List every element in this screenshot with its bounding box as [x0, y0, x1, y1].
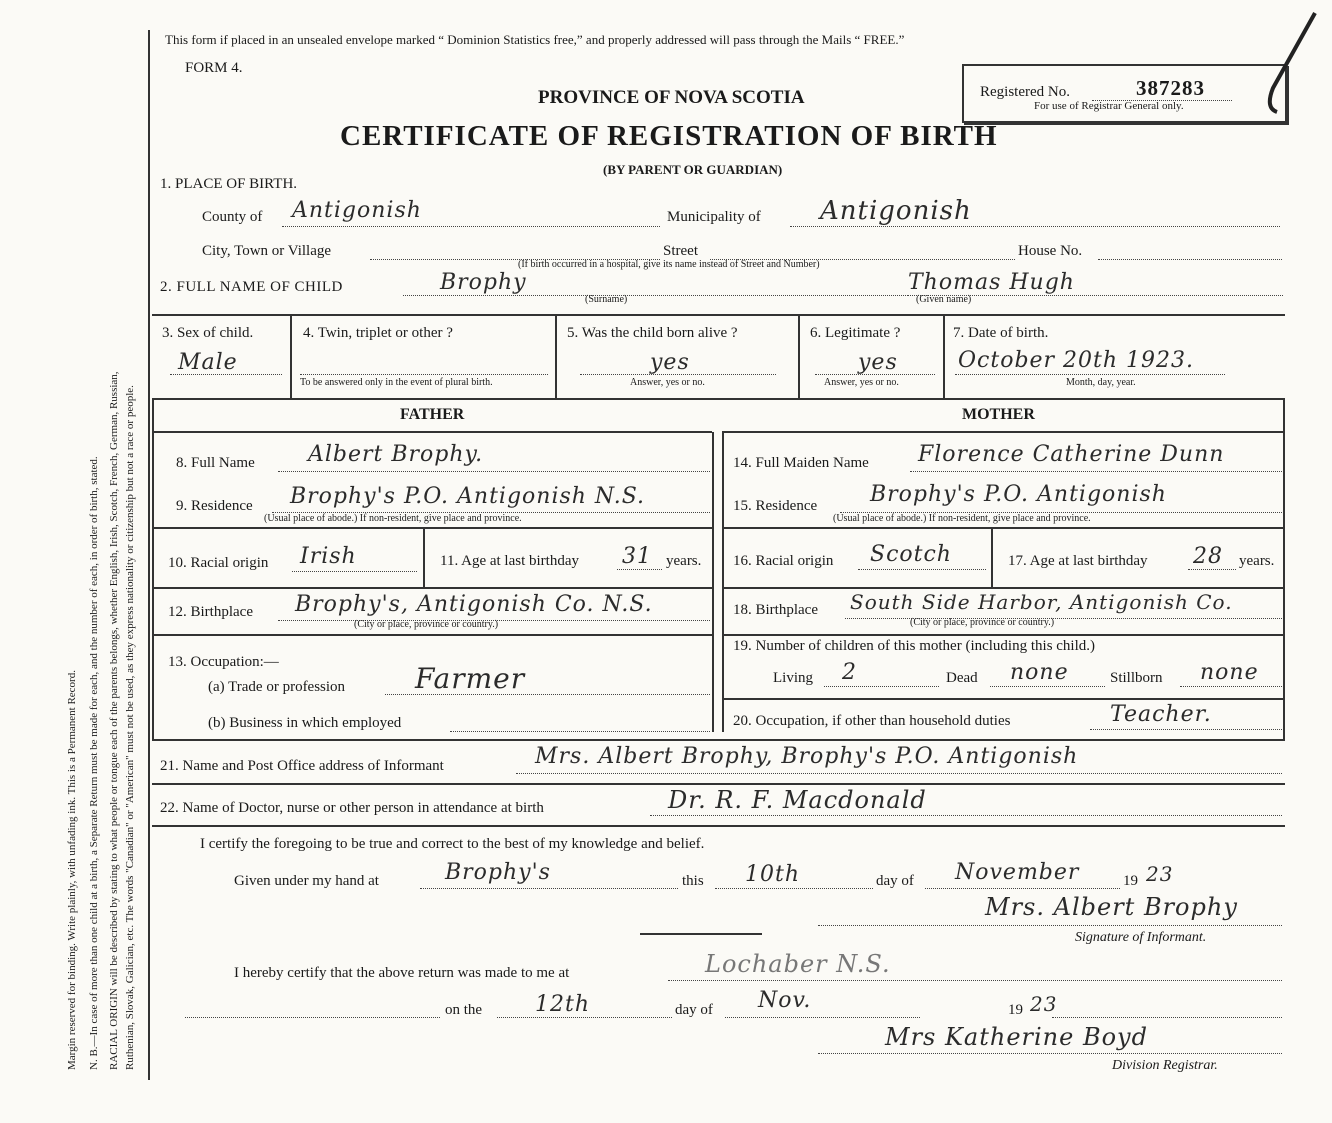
- father-name-value: Albert Brophy.: [308, 442, 484, 467]
- informant-signature: Mrs. Albert Brophy: [985, 893, 1238, 921]
- county-label: County of: [202, 209, 263, 225]
- mother-age-unit: years.: [1239, 553, 1275, 569]
- child-given-value: Thomas Hugh: [908, 270, 1075, 295]
- living-label: Living: [773, 670, 813, 686]
- nb-note: N. B.—In case of more than one child at a birth, a Separate Return must be made for each, and the number of each, in order of birth, stated.: [88, 456, 100, 1070]
- racial-note-1: RACIAL ORIGIN will be described by stating to what people or tongue each of the parents belongs, whether English, Irish, Scotch, French, German, Russian,: [108, 371, 120, 1070]
- certify-statement: I certify the foregoing to be true and correct to the best of my knowledge and belief.: [200, 836, 705, 852]
- father-res-value: Brophy's P.O. Antigonish N.S.: [290, 484, 646, 509]
- province-heading: PROVINCE OF NOVA SCOTIA: [538, 87, 805, 108]
- this-label: this: [682, 873, 704, 889]
- registrar-dayof-label: day of: [675, 1002, 713, 1018]
- doctor-label: 22. Name of Doctor, nurse or other person in attendance at birth: [160, 800, 544, 816]
- cert-day-value: 10th: [745, 862, 801, 887]
- father-occ-label: 13. Occupation:—: [168, 654, 279, 670]
- twin-label: 4. Twin, triplet or other ?: [303, 325, 453, 341]
- registrar-place-value: Lochaber N.S.: [705, 950, 891, 978]
- page-title: CERTIFICATE OF REGISTRATION OF BIRTH: [340, 120, 998, 152]
- dead-label: Dead: [946, 670, 978, 686]
- stillborn-value: none: [1200, 660, 1259, 685]
- cert-year-suffix: 23: [1146, 862, 1174, 886]
- mother-res-label: 15. Residence: [733, 498, 818, 514]
- registrar-year-suffix: 23: [1030, 992, 1058, 1016]
- father-res-label: 9. Residence: [176, 498, 253, 514]
- racial-note-2: Ruthenian, Slovak, Galician, etc. The words "Canadian" or "American" must not be used, as they express nationality or citizenship but not a race or people.: [124, 385, 136, 1070]
- cert-month-value: November: [955, 860, 1080, 885]
- trade-value: Farmer: [415, 662, 526, 695]
- given-note: (Given name): [916, 294, 972, 305]
- alive-label: 5. Was the child born alive ?: [567, 325, 738, 341]
- dob-label: 7. Date of birth.: [953, 325, 1049, 341]
- county-value: Antigonish: [292, 198, 422, 223]
- divider: [640, 933, 762, 935]
- margin-rule: [148, 30, 150, 1080]
- form-number: FORM 4.: [185, 60, 243, 76]
- house-label: House No.: [1018, 243, 1083, 259]
- father-age-label: 11. Age at last birthday: [440, 553, 579, 569]
- child-name-label: 2. FULL NAME OF CHILD: [160, 279, 343, 295]
- registrar-caption: Division Registrar.: [1112, 1058, 1218, 1073]
- municipality-value: Antigonish: [820, 196, 972, 226]
- legit-label: 6. Legitimate ?: [810, 325, 901, 341]
- father-birthplace-note: (City or place, province or country.): [354, 619, 499, 630]
- cert-year-prefix: 19: [1123, 873, 1138, 889]
- registered-box: [962, 64, 1287, 123]
- father-birthplace-value: Brophy's, Antigonish Co. N.S.: [295, 592, 653, 617]
- place-heading: 1. PLACE OF BIRTH.: [160, 176, 298, 192]
- mail-notice: This form if placed in an unsealed envelope marked “ Dominion Statistics free,” and properly addressed will pass through the Mails “ FREE.”: [165, 32, 905, 47]
- mother-birthplace-note: (City or place, province or country.): [910, 617, 1055, 628]
- dob-value: October 20th 1923.: [958, 348, 1195, 373]
- legit-value: yes: [858, 350, 898, 375]
- registered-label: Registered No.: [980, 84, 1070, 100]
- municipality-label: Municipality of: [667, 209, 761, 225]
- registered-note: For use of Registrar General only.: [1034, 100, 1184, 112]
- registrar-day-value: 12th: [535, 992, 591, 1017]
- father-birthplace-label: 12. Birthplace: [168, 604, 253, 620]
- father-heading: FATHER: [400, 406, 465, 423]
- registrar-statement: I hereby certify that the above return was made to me at: [234, 965, 570, 981]
- sex-label: 3. Sex of child.: [162, 325, 254, 341]
- trade-label: (a) Trade or profession: [208, 679, 346, 695]
- street-label: Street: [663, 243, 698, 259]
- mother-occ-value: Teacher.: [1110, 702, 1212, 727]
- given-place-value: Brophy's: [445, 860, 551, 885]
- informant-label: 21. Name and Post Office address of Informant: [160, 758, 444, 774]
- given-label: Given under my hand at: [234, 873, 379, 889]
- dob-note: Month, day, year.: [1066, 377, 1136, 388]
- father-racial-label: 10. Racial origin: [168, 555, 269, 571]
- mother-racial-value: Scotch: [870, 542, 952, 567]
- mother-age-label: 17. Age at last birthday: [1008, 553, 1148, 569]
- stillborn-label: Stillborn: [1110, 670, 1163, 686]
- registrar-signature: Mrs Katherine Boyd: [885, 1023, 1148, 1051]
- dead-value: none: [1010, 660, 1069, 685]
- sex-value: Male: [178, 350, 238, 375]
- informant-signature-caption: Signature of Informant.: [1075, 930, 1207, 945]
- business-label: (b) Business in which employed: [208, 715, 402, 731]
- mother-racial-label: 16. Racial origin: [733, 553, 834, 569]
- doctor-value: Dr. R. F. Macdonald: [668, 786, 927, 814]
- hospital-note: (If birth occurred in a hospital, give its name instead of Street and Number): [518, 259, 820, 270]
- city-label: City, Town or Village: [202, 243, 332, 259]
- registered-number: 387283: [1136, 76, 1205, 100]
- binding-note: Margin reserved for binding. Write plainly, with unfading ink. This is a Permanent Record.: [66, 670, 78, 1070]
- mother-name-label: 14. Full Maiden Name: [733, 455, 869, 471]
- mother-age-value: 28: [1193, 544, 1223, 569]
- onthe-label: on the: [445, 1002, 483, 1018]
- twin-note: To be answered only in the event of plural birth.: [300, 377, 493, 388]
- mother-birthplace-label: 18. Birthplace: [733, 602, 818, 618]
- mother-name-value: Florence Catherine Dunn: [918, 442, 1225, 467]
- pen-stroke-mark: [1255, 8, 1325, 118]
- registrar-year-prefix: 19: [1008, 1002, 1023, 1018]
- informant-value: Mrs. Albert Brophy, Brophy's P.O. Antigonish: [535, 744, 1079, 769]
- mother-res-note: (Usual place of abode.) If non-resident, give place and province.: [833, 513, 1091, 524]
- mother-birthplace-value: South Side Harbor, Antigonish Co.: [850, 590, 1233, 614]
- registrar-month-value: Nov.: [758, 988, 812, 1013]
- father-racial-value: Irish: [300, 544, 357, 569]
- legit-note: Answer, yes or no.: [824, 377, 899, 388]
- dayof-label: day of: [876, 873, 914, 889]
- alive-note: Answer, yes or no.: [630, 377, 705, 388]
- page-subtitle: (BY PARENT OR GUARDIAN): [603, 162, 783, 177]
- father-age-unit: years.: [666, 553, 702, 569]
- father-res-note: (Usual place of abode.) If non-resident, give place and province.: [264, 513, 522, 524]
- surname-note: (Surname): [585, 294, 628, 305]
- mother-occ-label: 20. Occupation, if other than household duties: [733, 713, 1011, 729]
- margin-notes: [58, 0, 148, 1123]
- alive-value: yes: [650, 350, 690, 375]
- mother-res-value: Brophy's P.O. Antigonish: [870, 482, 1167, 507]
- living-value: 2: [842, 660, 857, 685]
- child-surname-value: Brophy: [440, 270, 527, 295]
- children-label: 19. Number of children of this mother (including this child.): [733, 638, 1096, 654]
- father-name-label: 8. Full Name: [176, 455, 255, 471]
- mother-heading: MOTHER: [962, 406, 1035, 423]
- father-age-value: 31: [622, 544, 652, 569]
